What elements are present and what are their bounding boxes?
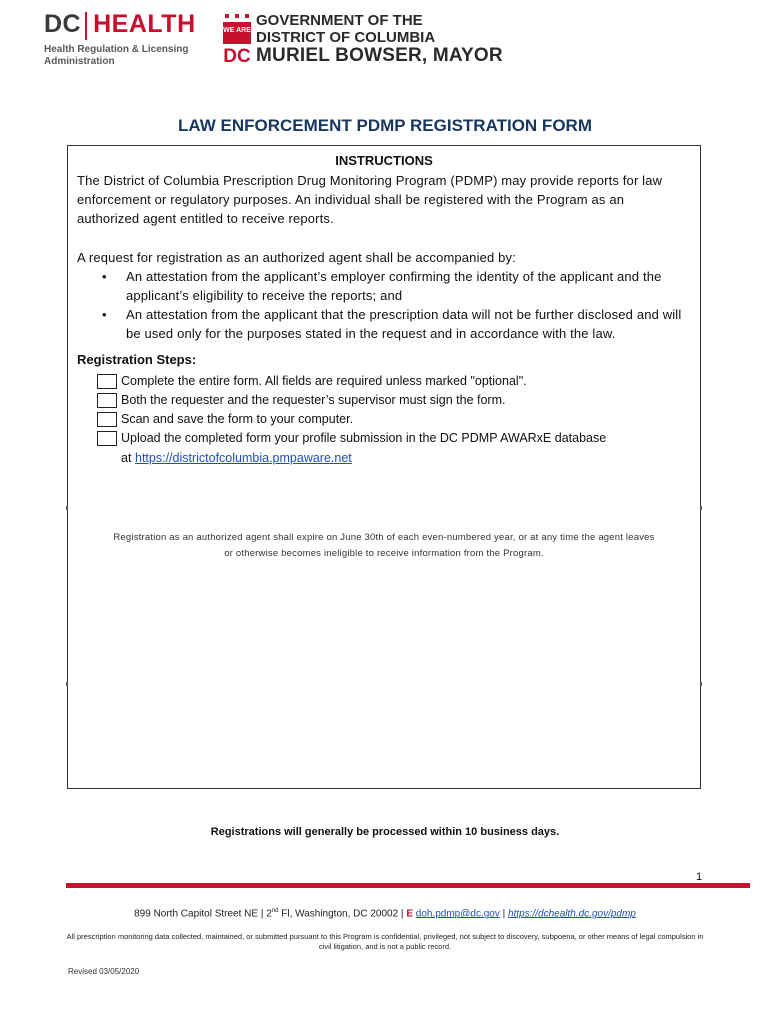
field-marker [700, 506, 702, 510]
page-number: 1 [696, 871, 703, 883]
email-label: E [406, 908, 413, 920]
step-item [97, 410, 697, 428]
expiration-note [67, 530, 701, 562]
dc-health-logo [44, 10, 196, 39]
instructions-heading: INSTRUCTIONS [335, 153, 433, 168]
step-item [97, 391, 697, 409]
logo-we-are-text: WE ARE [223, 27, 251, 34]
step-text: Upload the completed form your profile submission in the DC PDMP AWARxE database [121, 431, 607, 445]
email-link[interactable]: doh.pdmp@dc.gov [415, 908, 500, 920]
bullet-symbol: • [102, 269, 107, 284]
field-marker [700, 682, 702, 686]
requirement-bullet [100, 305, 690, 343]
step-item [97, 429, 697, 447]
we-are-dc-logo-mark [222, 12, 252, 66]
address-city: Fl, Washington, DC 20002 | [278, 908, 407, 920]
step-checkbox[interactable] [97, 431, 117, 446]
expiration-note-line1: Registration as an authorized agent shall expire on June 30th of each even-numbered year, or at any time the agent leaves [113, 532, 655, 543]
address-separator: | [499, 908, 509, 920]
footer-divider [66, 883, 750, 888]
step-text: Scan and save the form to your computer. [121, 412, 354, 426]
bullet-symbol: • [102, 307, 107, 322]
dc-health-logo-divider [85, 12, 87, 40]
step-item [97, 372, 697, 390]
revision-date: Revised 03/05/2020 [68, 967, 140, 976]
website-link[interactable]: https://dchealth.dc.gov/pdmp [508, 908, 636, 920]
step-link-prefix: at [121, 451, 132, 465]
step-text: Both the requester and the requester’s supervisor must sign the form. [121, 393, 506, 407]
gov-logo-line2: DISTRICT OF COLUMBIA [256, 29, 436, 46]
instructions-box [67, 145, 701, 789]
step-text: Complete the entire form. All fields are required unless marked "optional". [121, 374, 527, 388]
star-icon [225, 14, 229, 18]
gov-logo-mayor: MURIEL BOWSER, MAYOR [256, 45, 503, 66]
star-icon [235, 14, 239, 18]
pmpaware-link[interactable]: https://districtofcolumbia.pmpaware.net [135, 451, 352, 465]
registration-steps-heading: Registration Steps: [77, 352, 197, 367]
logo-dc-text: DC [223, 46, 251, 66]
step-link-line [97, 449, 697, 467]
processing-note: Registrations will generally be processed within 10 business days. [210, 826, 560, 838]
star-icon [245, 14, 249, 18]
step-checkbox[interactable] [97, 374, 117, 389]
page-title: LAW ENFORCEMENT PDMP REGISTRATION FORM [178, 116, 592, 135]
confidentiality-disclaimer: All prescription monitoring data collected, maintained, or submitted pursuant to this Program is confidential, privileged, not subject to discovery, subpoena, or other means of legal compulsion in civil litigation, and is not a public record. [66, 932, 704, 951]
requirement-text: An attestation from the applicant that the prescription data will not be further disclosed and will be used only for the purposes stated in the request and in accordance with the law. [126, 307, 682, 341]
address-floor-sup: nd [271, 908, 279, 914]
dc-health-logo-dc: DC [44, 10, 82, 38]
field-marker [66, 506, 68, 510]
step-checkbox[interactable] [97, 393, 117, 408]
dc-health-logo-subtitle: Health Regulation & Licensing Administration [44, 44, 189, 67]
address-street: 899 North Capitol Street NE | 2 [134, 908, 272, 920]
request-intro: A request for registration as an authorized agent shall be accompanied by: [77, 250, 516, 265]
gov-logo-line1: GOVERNMENT OF THE [256, 12, 423, 29]
requirement-bullet [100, 267, 690, 305]
expiration-note-line2: or otherwise becomes ineligible to receive information from the Program. [224, 548, 544, 559]
field-marker [66, 682, 68, 686]
dc-health-logo-health: HEALTH [93, 10, 196, 38]
footer-address [0, 908, 770, 919]
requirement-text: An attestation from the applicant’s employer confirming the identity of the applicant and the applicant’s eligibility to receive the reports; and [126, 269, 662, 303]
step-checkbox[interactable] [97, 412, 117, 427]
intro-paragraph: The District of Columbia Prescription Drug Monitoring Program (PDMP) may provide reports for law enforcement or regulatory purposes. An individual shall be registered with the Program as an authorized agent entitled to receive reports. [77, 173, 663, 226]
